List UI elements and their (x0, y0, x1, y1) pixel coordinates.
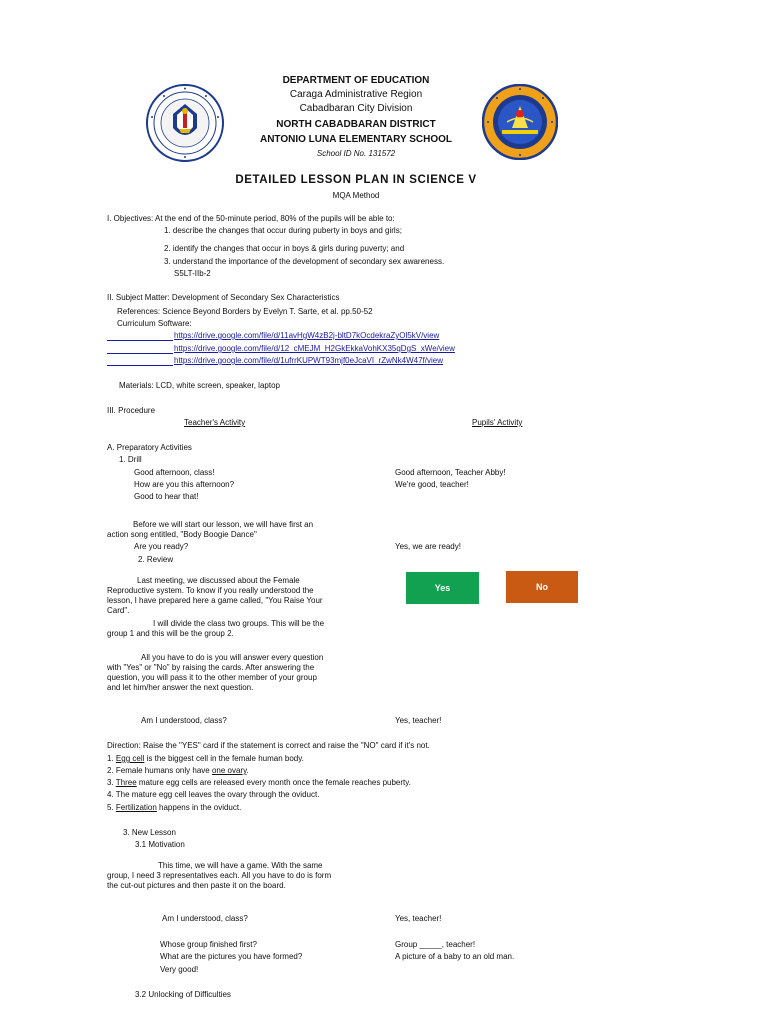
statement-3-post: mature egg cells are released every month once the female reaches puberty. (136, 778, 411, 787)
references: References: Science Beyond Borders by Evelyn T. Sarte, et al. pp.50-52 (117, 307, 373, 316)
document-subtitle: MQA Method (332, 191, 380, 200)
link-underline-2 (107, 353, 173, 354)
motivation-heading: 3.1 Motivation (135, 840, 185, 849)
teacher-line-pictures-formed: What are the pictures you have formed? (160, 952, 303, 961)
school-name: ANTONIO LUNA ELEMENTARY SCHOOL (259, 134, 453, 145)
teacher-line-are-you-ready: Are you ready? (134, 542, 189, 551)
school-seal-logo (482, 84, 558, 160)
statement-1 (107, 754, 304, 764)
objective-item-3: 3. understand the importance of the development of secondary sex awareness. (164, 257, 445, 266)
statement-3-pre: 3. (107, 778, 116, 787)
teacher-activity-header: Teacher's Activity (184, 418, 246, 427)
statement-2-post: . (246, 766, 249, 775)
school-id: School ID No. 131572 (316, 149, 396, 158)
procedure-heading: III. Procedure (107, 406, 156, 415)
link-underline-3 (107, 365, 173, 366)
statement-3-underlined: Three (115, 778, 137, 787)
district-name: NORTH CABADBARAN DISTRICT (276, 119, 436, 130)
teacher-divide-groups: I will divide the class two groups. This will be the group 1 and this will be the group 2. (107, 619, 325, 638)
pupil-line-baby-to-old-man: A picture of a baby to an old man. (395, 952, 515, 961)
pupil-line-group: Group _____, teacher! (395, 940, 476, 949)
review-heading: 2. Review (138, 555, 174, 564)
direction: Direction: Raise the "YES" card if the statement is correct and raise the "NO" card if it's not. (107, 741, 430, 750)
pupil-line-yes-teacher-1: Yes, teacher! (395, 716, 442, 725)
deped-seal-logo (146, 84, 224, 162)
statement-2 (107, 766, 249, 776)
preparatory-activities: A. Preparatory Activities (107, 443, 192, 452)
teacher-review-intro: Last meeting, we discussed about the Female Reproductive system. To know if you really understood the lesson, I have prepared here a game called, "You Raise Your Card". (107, 576, 323, 615)
software-link-2[interactable]: https://drive.google.com/file/d/12_cMEJM_H2GkEkkaVohKX35qDgS_xWe/view (174, 344, 455, 353)
objective-item-1: 1. describe the changes that occur during puberty in boys and girls; (164, 226, 402, 235)
statement-5-pre: 5. (107, 803, 116, 812)
unlocking-heading: 3.2 Unlocking of Difficulties (135, 990, 231, 999)
teacher-line-understood-1: Am I understood, class? (141, 716, 227, 725)
statement-1-underlined: Egg cell (115, 754, 145, 763)
teacher-line-whose-group: Whose group finished first? (160, 940, 257, 949)
division-name: Cabadbaran City Division (299, 103, 413, 114)
software-link-1[interactable]: https://drive.google.com/file/d/11avHgW4zB2j-bltD7kOcdekraZyOl5kV/view (174, 331, 440, 340)
competency-code: S5LT-IIb-2 (174, 269, 211, 278)
materials: Materials: LCD, white screen, speaker, laptop (119, 381, 280, 390)
pupil-line-greeting: Good afternoon, Teacher Abby! (395, 468, 506, 477)
objectives-intro: I. Objectives: At the end of the 50-minute period, 80% of the pupils will be able to: (107, 214, 395, 223)
pupil-line-we-are-ready: Yes, we are ready! (395, 542, 461, 551)
link-underline-1 (107, 340, 173, 341)
pupils-activity-header: Pupils' Activity (472, 418, 523, 427)
statement-5-underlined: Fertilization (115, 803, 157, 812)
teacher-motivation-game: This time, we will have a game. With the same group, I need 3 representatives each. All you have to do is form the cut-out pictures and then paste it on the board. (107, 861, 332, 890)
yes-card[interactable]: Yes (406, 572, 479, 604)
department-name: DEPARTMENT OF EDUCATION (282, 75, 430, 86)
subject-matter: II. Subject Matter: Development of Secondary Sex Characteristics (107, 293, 340, 302)
pupil-line-yes-teacher-2: Yes, teacher! (395, 914, 442, 923)
statement-5 (107, 803, 241, 813)
teacher-game-instructions: All you have to do is you will answer every question with "Yes" or "No" by raising the cards. After answering the question, you will pass it to the other member of your group and let him/her answer the next question. (107, 653, 324, 692)
statement-1-post: is the biggest cell in the female human body. (144, 754, 304, 763)
teacher-line-understood-2: Am I understood, class? (162, 914, 248, 923)
statement-1-pre: 1. (107, 754, 116, 763)
teacher-line-very-good: Very good! (160, 965, 199, 974)
new-lesson-heading: 3. New Lesson (123, 828, 176, 837)
statement-2-underlined: one ovary (211, 766, 247, 775)
statement-5-post: happens in the oviduct. (156, 803, 242, 812)
statement-3 (107, 778, 411, 788)
software-link-3[interactable]: https://drive.google.com/file/d/1ufrrKUPWT93mjf0eJcaVI_rZwNk4W47f/view (174, 356, 443, 365)
teacher-line-good-to-hear: Good to hear that! (134, 492, 199, 501)
objective-item-2: 2. identify the changes that occur in boys & girls during puverty; and (164, 244, 405, 253)
teacher-line-greeting: Good afternoon, class! (134, 468, 215, 477)
statement-2-pre: 2. Female humans only have (107, 766, 212, 775)
pupil-line-were-good: We're good, teacher! (395, 480, 469, 489)
region-name: Caraga Administrative Region (289, 89, 423, 100)
teacher-action-song: Before we will start our lesson, we will have first an action song entitled, "Body Boogie Dance" (107, 520, 314, 539)
drill-heading: 1. Drill (119, 455, 142, 464)
document-title: DETAILED LESSON PLAN IN SCIENCE V (235, 174, 477, 186)
no-card[interactable]: No (506, 571, 578, 603)
software-label: Curriculum Software: (117, 319, 192, 328)
teacher-line-how-are-you: How are you this afternoon? (134, 480, 235, 489)
statement-4-pre: 4. The mature egg cell leaves the ovary through the oviduct. (107, 790, 320, 799)
statement-4 (107, 790, 319, 800)
